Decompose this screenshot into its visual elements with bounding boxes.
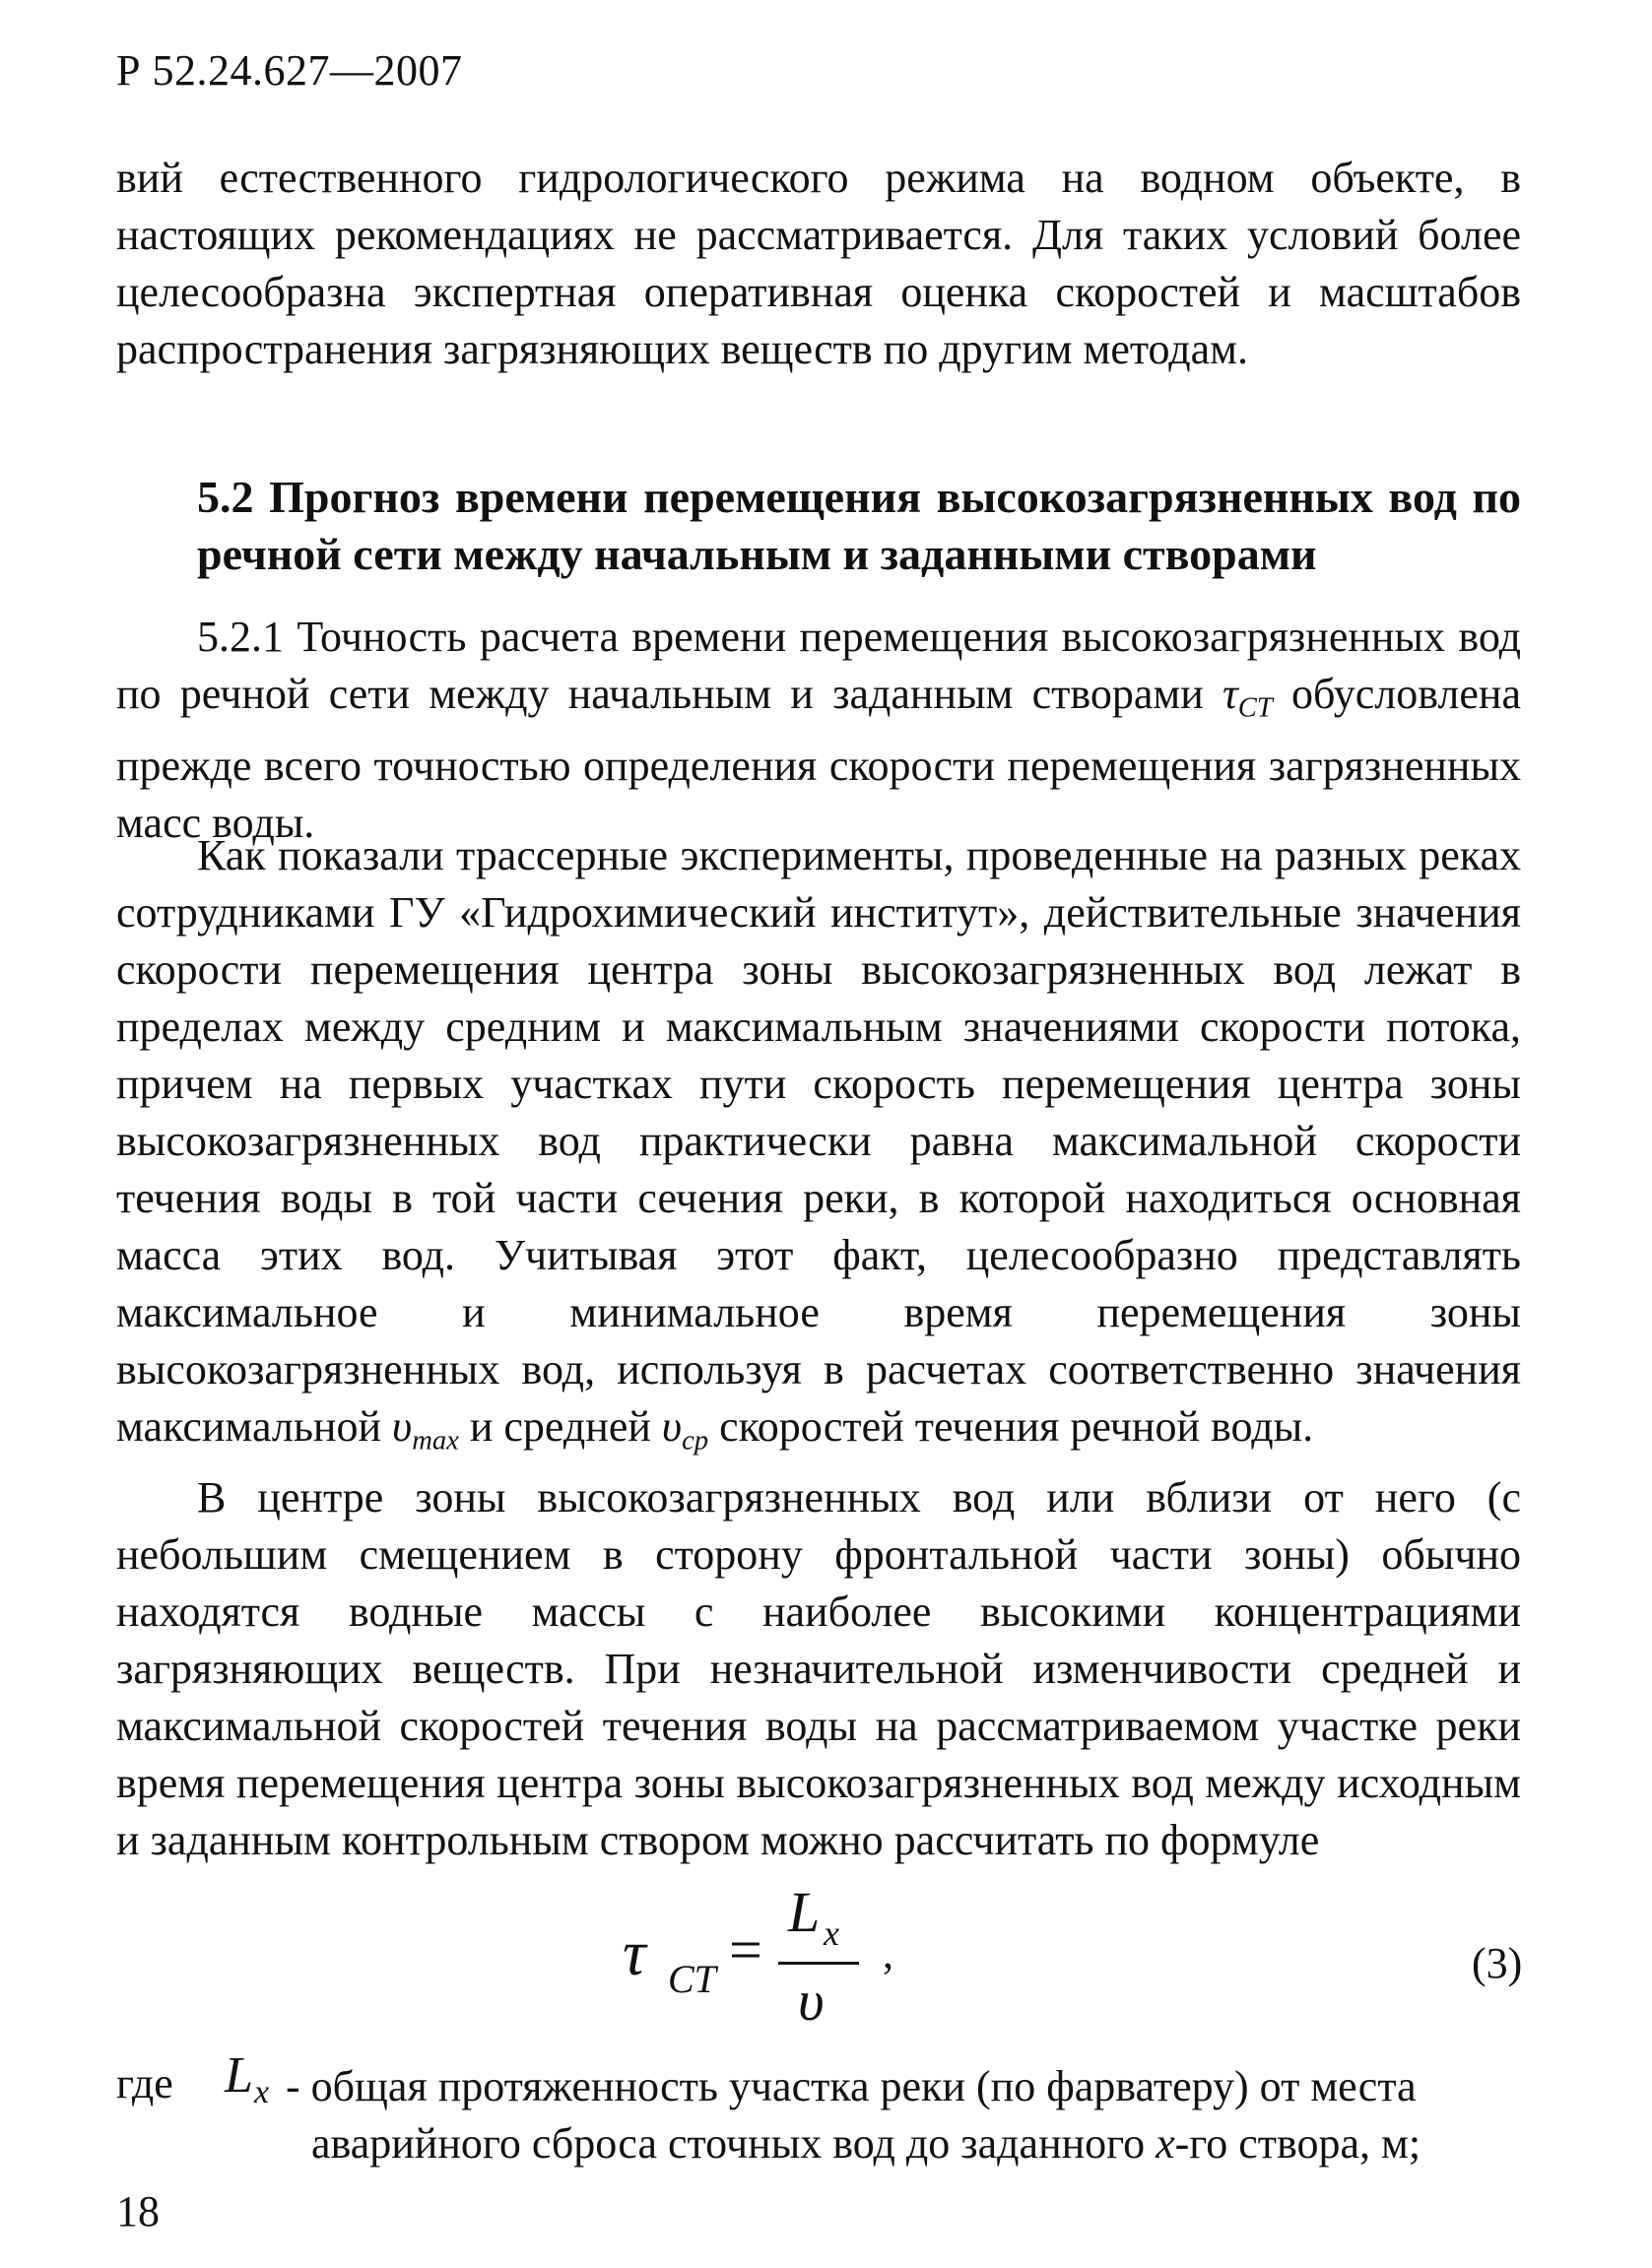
paragraph-span: обусловлена прежде всего точностью определения скорости перемещения загрязненных масс воды. — [116, 670, 1521, 847]
formula-fraction-bar — [778, 1962, 859, 1965]
paragraph-text: В центре зоны высокозагрязненных вод или вблизи от него (с небольшим смещением в сторону фронтальной части зоны) обычно находятся водные массы с наиболее высокими концентрациями загрязняющих веществ. При незначительной изменчивости средней и максимальной скоростей течения воды на рассматриваемом участке реки время перемещения центра зоны высокозагрязненных вод между исходным и заданным контрольным створом можно рассчитать по формуле — [116, 1473, 1521, 1864]
definition-line-2 — [286, 2115, 1521, 2172]
vmax-subscript: max — [412, 1425, 459, 1457]
paragraph-continuation — [116, 150, 1521, 378]
paragraph-span: и средней — [458, 1402, 662, 1451]
formula-label: (3) — [1472, 1939, 1523, 1987]
definition-span: -го створа, м; — [1174, 2119, 1421, 2168]
formula-3 — [0, 1879, 1652, 2037]
paragraph-text — [116, 827, 1521, 1470]
tau-subscript: CT — [1237, 692, 1273, 724]
formula-numerator-subscript: x — [824, 1913, 839, 1953]
vcp-symbol: υ — [661, 1402, 683, 1451]
tau-symbol: τ — [1222, 670, 1238, 718]
formula-numerator: L — [788, 1880, 821, 1944]
paragraph-text — [116, 609, 1521, 852]
page-number: 18 — [116, 2187, 160, 2236]
paragraph-span: Как показали трассерные эксперименты, проведенные на разных реках сотрудниками ГУ «Гидрохимический институт», действительные значения скорости перемещения центра зоны высокозагрязненных вод лежат в пределах между средним и максимальным значениями скорости потока, причем на первых участках пути скорость перемещения центра зоны высокозагрязненных вод практически равна максимальной скорости течения воды в той части сечения реки, в которой находиться основная масса этих вод. Учитывая этот факт, целесообразно представлять максимальное и минимальное время перемещения зоны высокозагрязненных вод, используя в расчетах соответственно значения максимальной — [116, 831, 1521, 1451]
where-word: где — [116, 2059, 173, 2107]
formula-comma: , — [883, 1929, 893, 1977]
vmax-symbol: υ — [392, 1402, 413, 1451]
document-code: Р 52.24.627—2007 — [116, 46, 463, 95]
paragraph-tracer-experiments — [116, 827, 1521, 1470]
definition-symbol: L — [225, 2047, 253, 2104]
section-heading: 5.2 Прогноз времени перемещения высокозагрязненных вод по речной сети между начальным и заданными створами — [197, 472, 1521, 579]
formula-lhs-subscript: CT — [668, 1957, 716, 2001]
paragraph-span: 5.2.1 Точность расчета времени перемещения высокозагрязненных вод по речной сети между начальным и заданным створами — [116, 613, 1521, 718]
formula-denominator: υ — [798, 1969, 825, 2033]
paragraph-5-2-1 — [116, 609, 1521, 852]
paragraph-zone-center — [116, 1469, 1521, 1869]
definition-symbol-subscript: x — [254, 2074, 270, 2110]
paragraph-text: вий естественного гидрологического режима на водном объекте, в настоящих рекомендациях не рассматривается. Для таких условий более целесообразна экспертная оперативная оценка скоростей и масштабов распространения загрязняющих веществ по другим методам. — [116, 154, 1521, 373]
formula-equals: = — [729, 1917, 762, 1982]
definition-x: x — [1156, 2119, 1175, 2168]
vcp-subscript: cp — [682, 1425, 709, 1457]
definition-description — [286, 2058, 1521, 2172]
definition-span: аварийного сброса сточных вод до заданного — [311, 2119, 1156, 2168]
formula-lhs-symbol: τ — [623, 1917, 646, 1989]
definition-line-1: - общая протяженность участка реки (по фарватеру) от места — [286, 2062, 1417, 2110]
paragraph-span: скоростей течения речной воды. — [708, 1402, 1314, 1451]
formula-definition — [116, 2046, 1521, 2184]
